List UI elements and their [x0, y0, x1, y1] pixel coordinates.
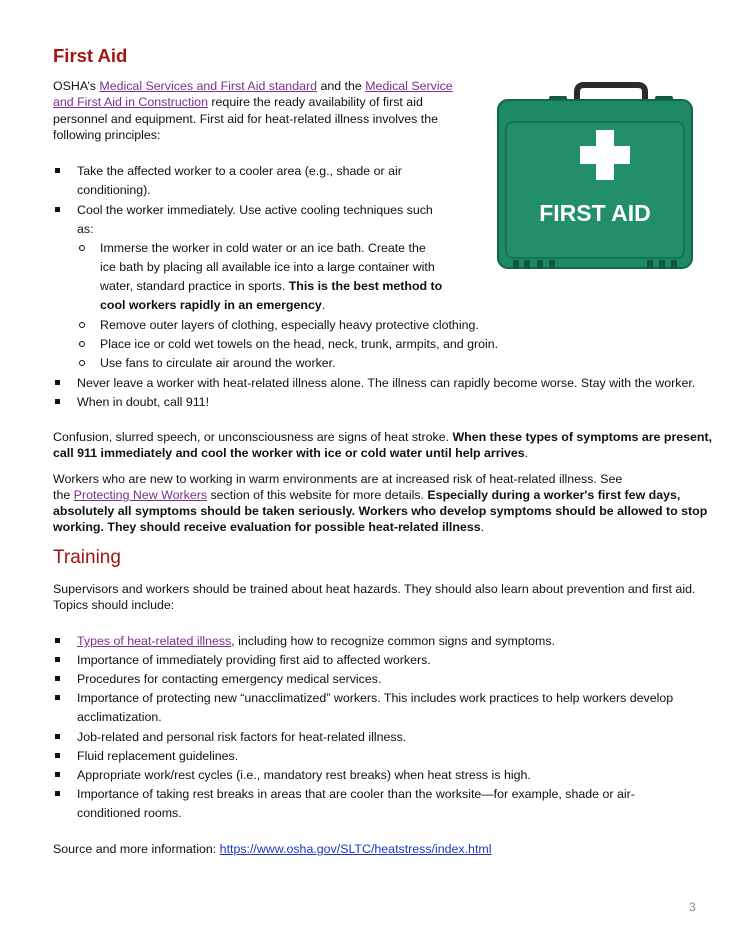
training-topic-1: Types of heat-related illness, including how to recognize common signs and symptoms.	[77, 634, 555, 648]
new-workers-line-1: Workers who are new to working in warm environments are at increased risk of heat-related illness. See	[53, 472, 623, 486]
subprinciple-1-line-3: water, standard practice in sports. This is the best method to	[100, 279, 443, 293]
stroke-line-1: Confusion, slurred speech, or unconsciousness are signs of heat stroke. When these types of symptoms are present,	[53, 430, 713, 444]
training-topic-8-line-1: Importance of taking rest breaks in areas that are cooler than the worksite—for example, shade or air-	[77, 787, 635, 801]
section-title-training: Training	[53, 547, 121, 568]
training-topic-3: Procedures for contacting emergency medical services.	[77, 672, 382, 686]
subprinciple-1-line-2: ice bath by placing all available ice into a large container with	[100, 260, 435, 274]
subprinciple-4: Use fans to circulate air around the worker.	[100, 356, 336, 370]
training-intro-line-1: Supervisors and workers should be trained about heat hazards. They should also learn about prevention and first aid.	[53, 582, 696, 596]
circle-bullet-icon	[79, 360, 85, 366]
bullet-icon	[55, 676, 60, 681]
protecting-new-workers-link[interactable]: Protecting New Workers	[73, 488, 208, 502]
new-workers-line-2: the Protecting New Workers section of this website for more details. Especially during a worker's first few days,	[53, 488, 681, 502]
first-aid-kit-image	[497, 82, 693, 278]
bullet-icon	[55, 791, 60, 796]
subprinciple-1-line-1: Immerse the worker in cold water or an ice bath. Create the	[100, 241, 426, 255]
bullet-icon	[55, 734, 60, 739]
subprinciple-1-line-4: cool workers rapidly in an emergency.	[100, 298, 326, 312]
principle-1-line-1: Take the affected worker to a cooler area (e.g., shade or air	[77, 164, 402, 178]
bullet-icon	[55, 380, 60, 385]
subprinciple-2: Remove outer layers of clothing, especially heavy protective clothing.	[100, 318, 479, 332]
subprinciple-3: Place ice or cold wet towels on the head, neck, trunk, armpits, and groin.	[100, 337, 499, 351]
bullet-icon	[55, 168, 60, 173]
training-intro-line-2: Topics should include:	[53, 598, 175, 612]
circle-bullet-icon	[79, 245, 85, 251]
intro-line-2: and First Aid in Construction require the ready availability of first aid	[53, 95, 423, 109]
circle-bullet-icon	[79, 341, 85, 347]
construction-first-aid-link-part2[interactable]: and First Aid in Construction	[53, 95, 208, 109]
section-title-first-aid: First Aid	[53, 45, 128, 66]
training-topic-4-line-2: acclimatization.	[77, 710, 162, 724]
intro-line-4: following principles:	[53, 128, 161, 142]
source-line: Source and more information: https://www.osha.gov/SLTC/heatstress/index.html	[53, 842, 492, 856]
page-number: 3	[689, 900, 696, 914]
source-url-link[interactable]: https://www.osha.gov/SLTC/heatstress/index.html	[219, 842, 492, 856]
stroke-line-2: call 911 immediately and cool the worker with ice or cold water until help arrives.	[53, 446, 529, 460]
circle-bullet-icon	[79, 322, 85, 328]
kit-label: FIRST AID	[539, 200, 651, 226]
bullet-icon	[55, 753, 60, 758]
heat-related-illness-types-link[interactable]: Types of heat-related illness	[77, 634, 232, 648]
bullet-icon	[55, 657, 60, 662]
training-topic-8-line-2: conditioned rooms.	[77, 806, 182, 820]
principle-2-line-1: Cool the worker immediately. Use active cooling techniques such	[77, 203, 433, 217]
intro-line-1: OSHA’s Medical Services and First Aid standard and the Medical Service	[53, 79, 453, 93]
first-aid-standard-link[interactable]: Medical Services and First Aid standard	[99, 79, 317, 93]
training-topic-5: Job-related and personal risk factors for heat-related illness.	[77, 730, 407, 744]
principle-2-line-2: as:	[77, 222, 94, 236]
construction-first-aid-link-part1[interactable]: Medical Service	[365, 79, 453, 93]
bullet-icon	[55, 638, 60, 643]
principle-1-line-2: conditioning).	[77, 183, 151, 197]
training-topic-6: Fluid replacement guidelines.	[77, 749, 239, 763]
bullet-icon	[55, 695, 60, 700]
principle-3: Never leave a worker with heat-related illness alone. The illness can rapidly become worse. Stay with the worker.	[77, 376, 696, 390]
bullet-icon	[55, 772, 60, 777]
principle-4: When in doubt, call 911!	[77, 395, 210, 409]
new-workers-line-4: working. They should receive evaluation for possible heat-related illness.	[53, 520, 485, 534]
training-topic-4-line-1: Importance of protecting new “unacclimatized” workers. This includes work practices to help workers develop	[77, 691, 674, 705]
new-workers-line-3: absolutely all symptoms should be taken seriously. Workers who develop symptoms should be allowed to stop	[53, 504, 708, 518]
training-topic-2: Importance of immediately providing first aid to affected workers.	[77, 653, 431, 667]
training-topic-7: Appropriate work/rest cycles (i.e., mandatory rest breaks) when heat stress is high.	[77, 768, 531, 782]
bullet-icon	[55, 207, 60, 212]
intro-line-3: personnel and equipment. First aid for heat-related illness involves the	[53, 112, 439, 126]
bullet-icon	[55, 399, 60, 404]
